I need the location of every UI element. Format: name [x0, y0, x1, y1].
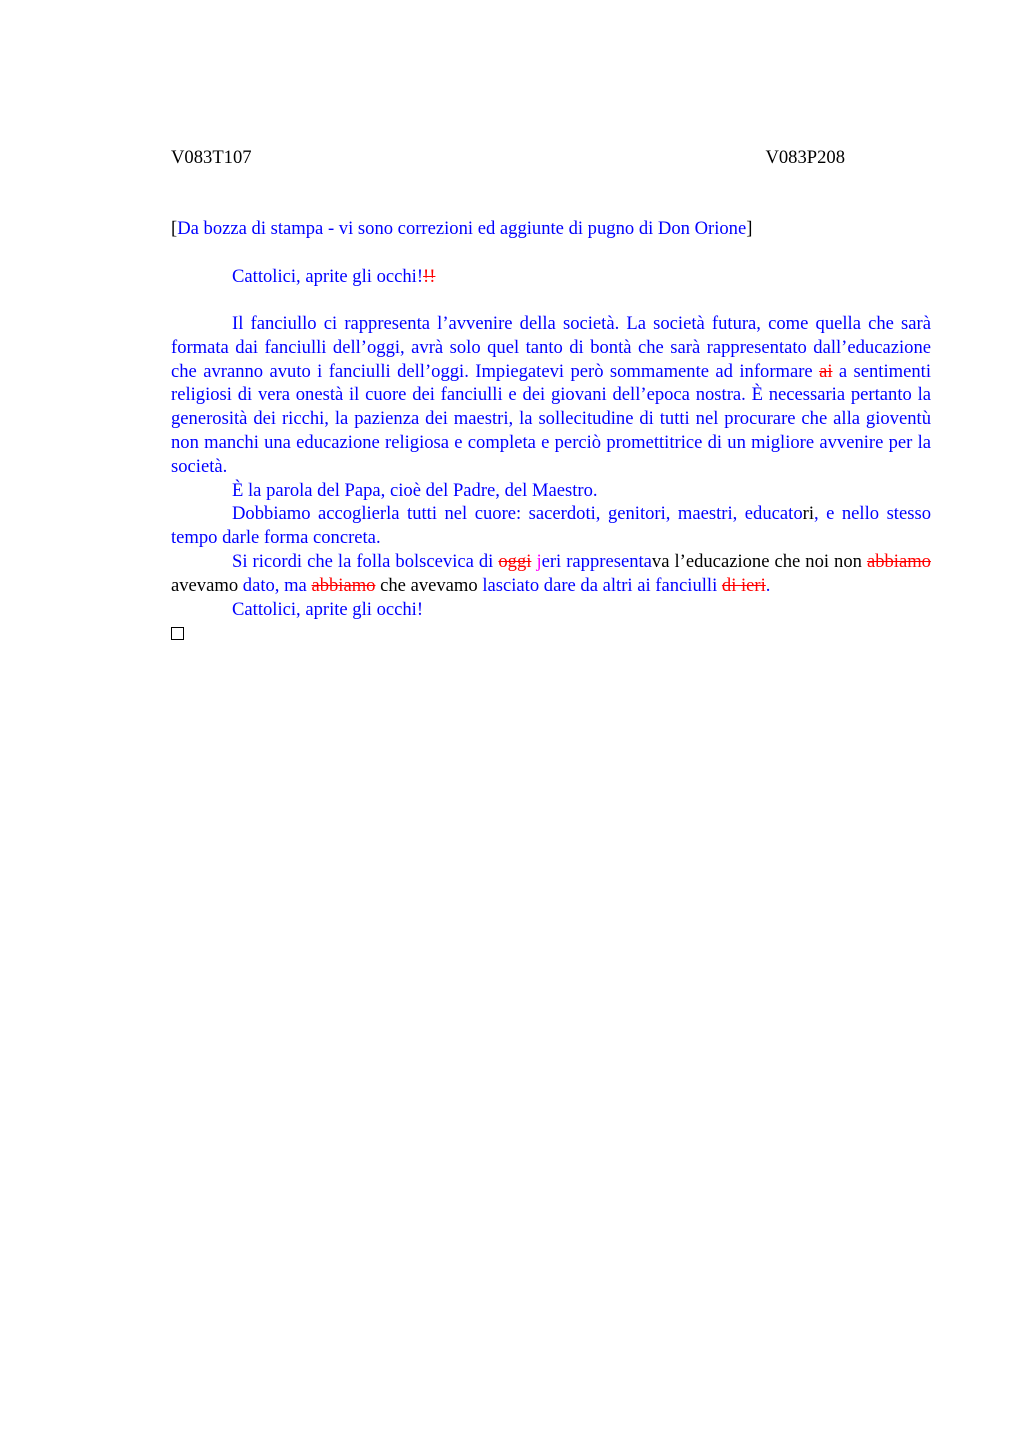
p1-deleted: ai: [819, 360, 833, 382]
p4-added-2: avevamo: [171, 574, 239, 596]
document-body: [171, 312, 931, 621]
document-page: [171, 146, 931, 640]
title-deleted-text: !!: [423, 266, 436, 287]
paragraph-5: [171, 598, 931, 622]
p3-text-a: Dobbiamo accoglierla tutti nel cuore: sacerdoti, genitori, maestri, educato: [232, 503, 803, 525]
document-header: [171, 146, 845, 170]
p4-text-b: eri rappresenta: [541, 550, 652, 572]
p3-text-c: , e nello stesso tempo darle forma concreta.: [171, 503, 931, 549]
p4-text-a: Si ricordi che la folla bolscevica di: [232, 550, 499, 572]
p4-correction-j: j: [536, 550, 542, 572]
p2-text: È la parola del Papa, cioè del Padre, del Maestro.: [232, 479, 598, 501]
p4-text-g: lasciato dare da altri ai fanciulli: [477, 574, 722, 596]
document-title: [171, 265, 931, 289]
paragraph-3: [171, 502, 931, 550]
volume-page-code: V083P208: [765, 147, 845, 168]
note-close-bracket: ]: [746, 218, 753, 239]
end-of-document-square: [171, 627, 184, 640]
title-text: Cattolici, aprite gli occhi!: [232, 266, 424, 287]
p1-text-b: a sentimenti religiosi di vera onestà il cuore dei fanciulli e dei giovani dell’epoca nostra. È necessaria pertanto la generosità dei ricchi, la pazienza dei maestri, la sollecitudine di tutti nel procurare che alla gioventù non manchi una educazione religiosa e completa e perciò promettitrice di un migliore avvenire per la società.: [171, 360, 931, 477]
p3-added: ri: [802, 503, 814, 525]
p4-added-1: va l’educazione che noi non: [651, 550, 862, 572]
paragraph-4: [171, 550, 931, 598]
volume-text-code: V083T107: [171, 147, 252, 168]
note-open-bracket: [: [171, 218, 178, 239]
source-note: [171, 217, 931, 241]
p4-deleted-1: oggi: [498, 550, 532, 572]
p5-text: Cattolici, aprite gli occhi!: [232, 598, 424, 620]
p4-deleted-3: abbiamo: [311, 574, 376, 596]
p4-deleted-2: abbiamo: [866, 550, 931, 572]
paragraph-2: [171, 479, 931, 503]
p1-text-a: Il fanciullo ci rappresenta l’avvenire della società. La società futura, come quella che sarà formata dai fanciulli dell’oggi, avrà solo quel tanto di bontà che sarà rappresentato dall’educazione che avranno avuto i fanciulli dell’oggi. Impiegatevi però sommamente ad informare: [171, 313, 931, 382]
p4-added-3: che avevamo: [375, 574, 478, 596]
paragraph-1: [171, 312, 931, 479]
p4-text-h: .: [765, 574, 771, 596]
p4-text-e: dato, ma: [238, 574, 312, 596]
p4-deleted-4: di ieri: [721, 574, 766, 596]
note-text: Da bozza di stampa - vi sono correzioni ed aggiunte di pugno di Don Orione: [177, 218, 747, 239]
